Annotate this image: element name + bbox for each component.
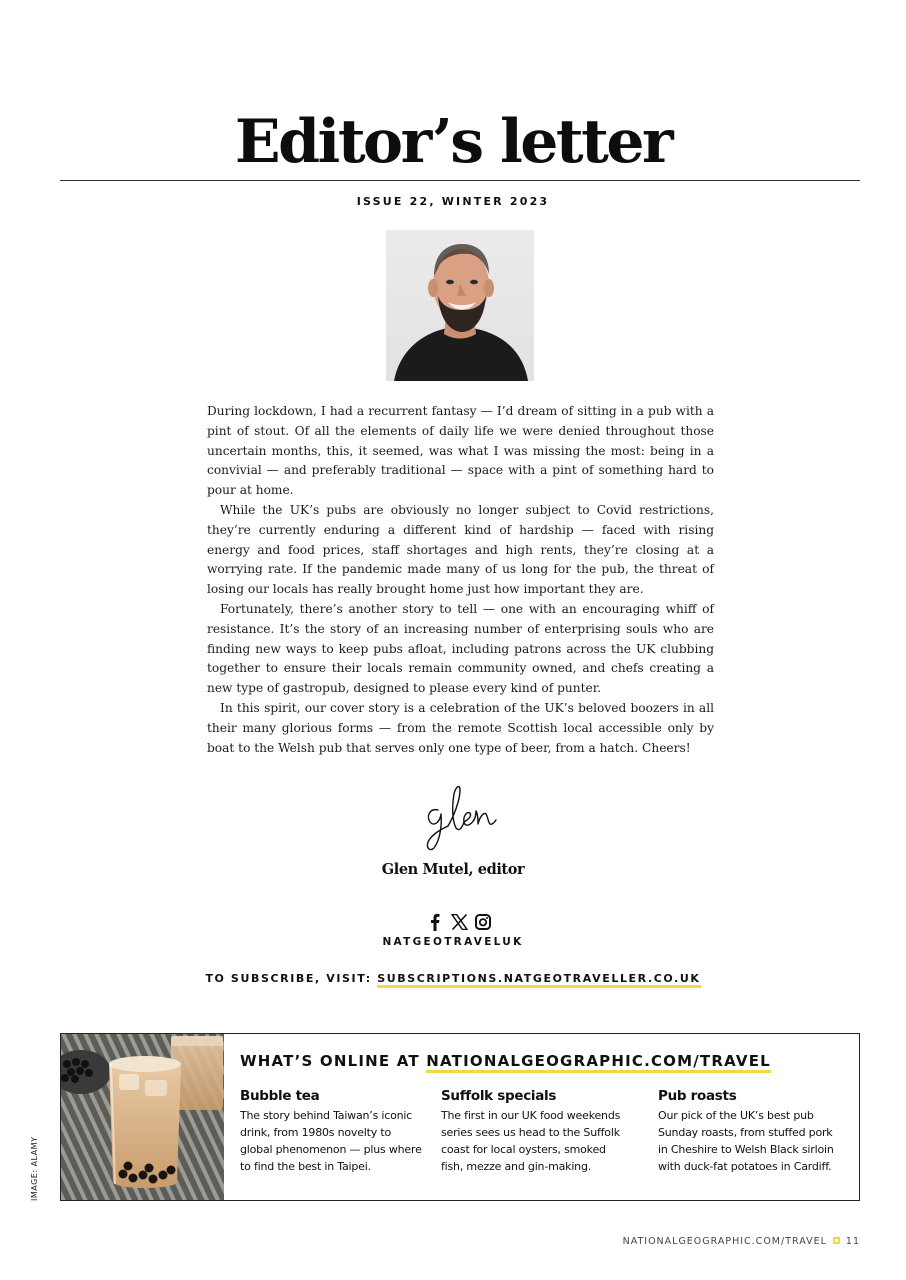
online-item-title: Pub roasts bbox=[658, 1088, 737, 1104]
editor-name: Glen Mutel, editor bbox=[381, 861, 525, 878]
editor-portrait bbox=[386, 230, 534, 381]
whats-online-link[interactable]: NATIONALGEOGRAPHIC.COM/TRAVEL bbox=[426, 1052, 771, 1073]
online-item-text: The first in our UK food weekends series sees us head to the Suffolk coast for local oysters, smoked fish, mezze and gin-making. bbox=[441, 1109, 621, 1173]
subscribe-prefix: TO SUBSCRIBE, VISIT: bbox=[205, 972, 378, 985]
letter-paragraph: While the UK’s pubs are obviously no longer subject to Covid restrictions, they’re currently enduring a different kind of hardship — faced with rising energy and food prices, staff shortages and high rents, they’re closing at a worrying rate. If the pandemic made many of us long for the pub, the threat of losing our locals has really brought home just how important they are. bbox=[207, 502, 714, 597]
image-credit: IMAGE: ALAMY bbox=[30, 1136, 39, 1201]
online-item-text: Our pick of the UK’s best pub Sunday roasts, from stuffed pork in Cheshire to Welsh Black sirloin with duck-fat potatoes in Cardiff. bbox=[658, 1109, 834, 1173]
letter-paragraph: In this spirit, our cover story is a celebration of the UK’s beloved boozers in all their many glorious forms — from the remote Scottish local accessible only by boat to the Welsh pub that serves only one type of beer, from a hatch. Cheers! bbox=[207, 700, 714, 755]
whats-online-prefix: WHAT’S ONLINE AT bbox=[240, 1052, 427, 1070]
online-item-title: Suffolk specials bbox=[441, 1088, 557, 1104]
whats-online-box bbox=[60, 1033, 860, 1201]
online-item-pub-roasts[interactable] bbox=[658, 1088, 844, 1175]
x-icon[interactable] bbox=[450, 913, 468, 931]
subscribe-line bbox=[0, 972, 906, 985]
page-title: Editor’s letter bbox=[234, 107, 672, 177]
letter-body bbox=[207, 402, 714, 758]
online-item-suffolk-specials[interactable] bbox=[441, 1088, 627, 1175]
bubble-tea-photo bbox=[61, 1034, 224, 1200]
letter-paragraph: Fortunately, there’s another story to tell — one with an encouraging whiff of resistance. It’s the story of an increasing number of enterprising souls who are finding new ways to keep pubs afloat, including patrons across the UK clubbing together to ensure their locals remain community owned, and chefs creating a new type of gastropub, designed to please every kind of punter. bbox=[207, 601, 714, 696]
page-footer bbox=[623, 1236, 860, 1247]
instagram-icon[interactable] bbox=[474, 913, 492, 931]
online-item-title: Bubble tea bbox=[240, 1088, 320, 1104]
online-item-bubble-tea[interactable] bbox=[240, 1088, 426, 1175]
facebook-icon[interactable] bbox=[426, 913, 444, 931]
page-number: 11 bbox=[845, 1236, 860, 1247]
whats-online-heading bbox=[240, 1052, 771, 1070]
footer-square-icon bbox=[833, 1237, 840, 1244]
editor-signature bbox=[418, 780, 500, 854]
issue-label: ISSUE 22, WINTER 2023 bbox=[356, 195, 550, 208]
social-icons bbox=[426, 912, 492, 932]
footer-site[interactable]: NATIONALGEOGRAPHIC.COM/TRAVEL bbox=[622, 1236, 827, 1247]
social-handle[interactable]: NATGEOTRAVELUK bbox=[382, 936, 524, 948]
letter-paragraph: During lockdown, I had a recurrent fantasy — I’d dream of sitting in a pub with a pint of stout. Of all the elements of daily life we were denied throughout those uncertain months, this, it seemed, was what I was missing the most: being in a convivial — and preferably traditional — space with a pint of something hard to pour at home. bbox=[207, 404, 714, 498]
title-divider bbox=[60, 180, 860, 181]
online-item-text: The story behind Taiwan’s iconic drink, from 1980s novelty to global phenomenon — plus where to find the best in Taipei. bbox=[240, 1109, 422, 1173]
subscribe-link[interactable]: SUBSCRIPTIONS.NATGEOTRAVELLER.CO.UK bbox=[377, 972, 700, 988]
